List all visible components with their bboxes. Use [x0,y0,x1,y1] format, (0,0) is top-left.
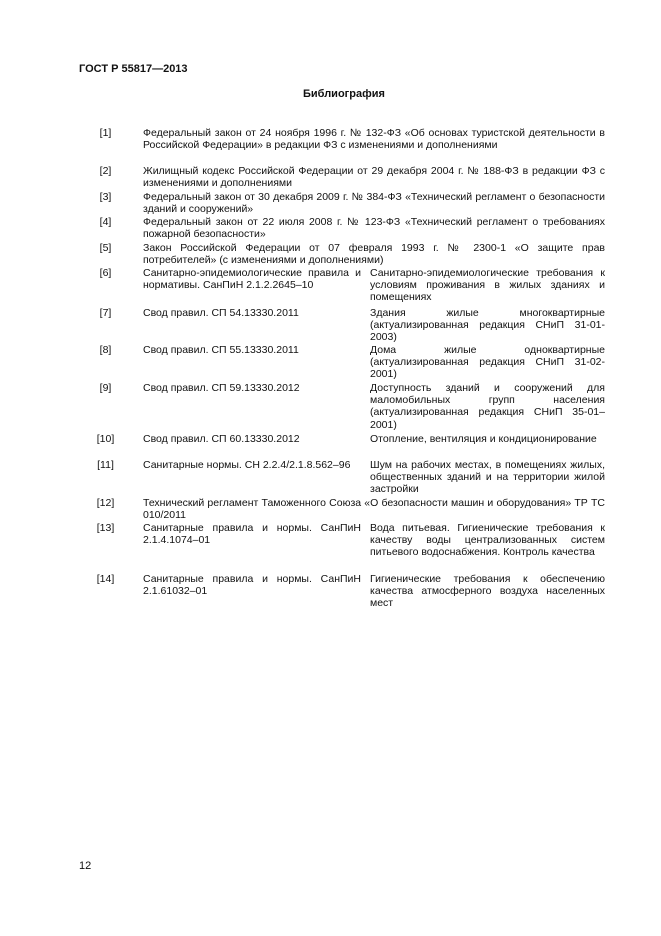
entry-number: [5] [99,242,112,254]
entry-source: Свод правил. СП 60.13330.2012 [143,433,300,445]
entry-title: Вода питьевая. Гигиенические требования к качеству воды централизованных систем питьевого водоснабжения. Контроль качества [370,522,605,559]
document-code: ГОСТ Р 55817—2013 [79,63,188,75]
entry-text: Технический регламент Таможенного Союза «О безопасности машин и оборудования» ТР ТС 010/2011 [143,497,605,522]
entry-title: Санитарно-эпидемиологические требования к условиям проживания в жилых зданиях и помещениях [370,267,605,304]
entry-title: Доступность зданий и сооружений для маломобильных групп населения (актуализированная редакция СНиП 35-01–2001) [370,382,605,431]
entry-text: Федеральный закон от 30 декабря 2009 г. № 384-ФЗ «Технический регламент о безопасности зданий и сооружений» [143,191,605,216]
entry-source: Санитарные нормы. СН 2.2.4/2.1.8.562–96 [143,459,351,471]
entry-number: [4] [99,216,112,228]
entry-title: Здания жилые многоквартирные (актуализированная редакция СНиП 31-01-2003) [370,307,605,344]
entry-source: Санитарные правила и нормы. СанПиН 2.1.4.1074–01 [143,522,361,547]
entry-number: [2] [99,165,112,177]
entry-number: [13] [96,522,115,534]
entry-number: [3] [99,191,112,203]
entry-number: [7] [99,307,112,319]
entry-number: [9] [99,382,112,394]
entry-title: Гигиенические требования к обеспечению качества атмосферного воздуха населенных мест [370,573,605,610]
entry-source: Санитарные правила и нормы. СанПиН 2.1.61032–01 [143,573,361,598]
entry-text: Федеральный закон от 24 ноября 1996 г. № 132-ФЗ «Об основах туристской деятельности в Российской Федерации» в редакции ФЗ с изменениями и дополнениями [143,127,605,152]
entry-text: Федеральный закон от 22 июля 2008 г. № 123-ФЗ «Технический регламент о требованиях пожарной безопасности» [143,216,605,241]
entry-number: [11] [97,459,114,471]
entry-number: [12] [96,497,115,509]
entry-number: [8] [99,344,112,356]
entry-title: Шум на рабочих местах, в помещениях жилых, общественных зданий и на территории жилой застройки [370,459,605,496]
entry-source: Свод правил. СП 55.13330.2011 [143,344,299,356]
entry-source: Свод правил. СП 54.13330.2011 [143,307,299,319]
page-title: Библиография [303,88,385,100]
entry-number: [1] [99,127,112,139]
entry-title: Отопление, вентиляция и кондиционирование [370,433,597,445]
entry-source: Санитарно-эпидемиологические правила и нормативы. СанПиН 2.1.2.2645–10 [143,267,361,292]
entry-title: Дома жилые одноквартирные (актуализированная редакция СНиП 31-02-2001) [370,344,605,381]
entry-number: [10] [96,433,115,445]
entry-number: [6] [99,267,112,279]
entry-source: Свод правил. СП 59.13330.2012 [143,382,300,394]
entry-number: [14] [96,573,115,585]
entry-text: Закон Российской Федерации от 07 февраля 1993 г. № 2300-1 «О защите прав потребителей» (с изменениями и дополнениями) [143,242,605,267]
page-number: 12 [79,860,92,872]
entry-text: Жилищный кодекс Российской Федерации от 29 декабря 2004 г. № 188-ФЗ в редакции ФЗ с изменениями и дополнениями [143,165,605,190]
